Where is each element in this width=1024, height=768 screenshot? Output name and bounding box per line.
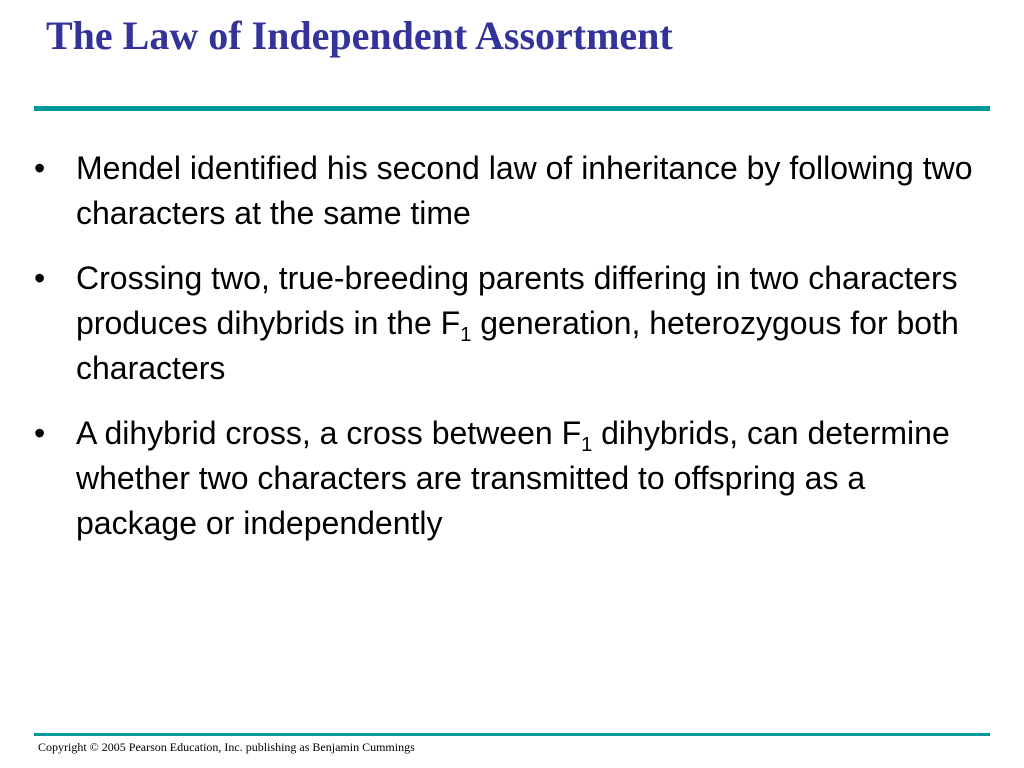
bullet-marker: • — [34, 150, 46, 186]
slide-title: The Law of Independent Assortment — [46, 13, 673, 58]
copyright-footer: Copyright © 2005 Pearson Education, Inc. publishing as Benjamin Cummings — [38, 740, 415, 754]
bullet-item-3 — [30, 411, 980, 546]
bullet-item-1 — [30, 146, 980, 236]
bullet-marker: • — [34, 260, 46, 296]
bullet-marker: • — [34, 415, 46, 451]
footer-divider — [34, 733, 990, 736]
bullet-item-2 — [30, 256, 980, 391]
bullet-text-before: Crossing two, true-breeding parents differing in two characters produces dihybrids in the F — [76, 260, 958, 341]
subscript: 1 — [581, 434, 593, 456]
bullet-text-after: dihybrids, can determine whether two characters are transmitted to offspring as a package or independently — [76, 415, 950, 541]
title-divider — [34, 106, 990, 111]
bullet-text: Mendel identified his second law of inheritance by following two characters at the same time — [76, 150, 973, 231]
bullet-text-before: A dihybrid cross, a cross between F — [76, 415, 582, 451]
subscript: 1 — [460, 324, 472, 346]
bullet-text-after: generation, heterozygous for both characters — [76, 305, 959, 386]
bullet-list — [30, 146, 980, 546]
